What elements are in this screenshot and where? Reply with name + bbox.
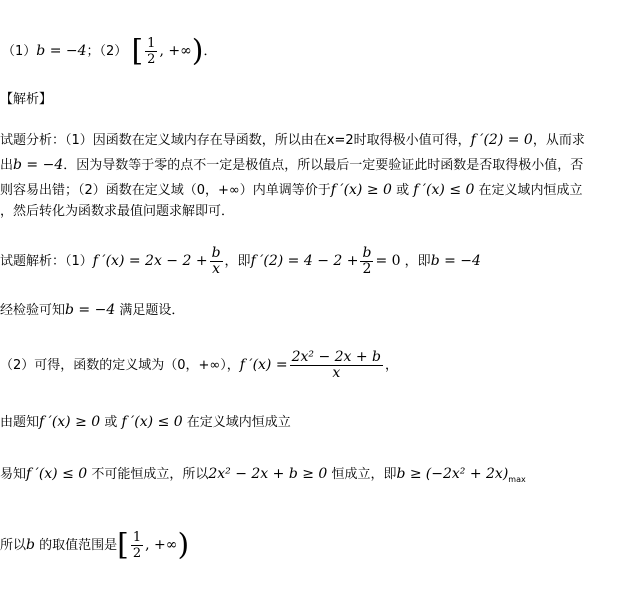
solution-formula: (−2x² + 2x) [425, 466, 509, 482]
max-subscript: max [508, 475, 526, 484]
analysis-formula: f ′(2) = 0 [470, 132, 533, 148]
solution-formula: b ≥ [396, 466, 422, 482]
fraction-numerator: 1 [147, 36, 156, 51]
analysis-heading: 【解析】 [0, 92, 53, 107]
range-rest: , +∞ [145, 537, 178, 553]
analysis-formula: f ′(x) ≤ 0 [413, 182, 475, 198]
answer-interval-rest: , +∞ [159, 43, 192, 59]
left-bracket: [ [117, 527, 129, 563]
fraction-numerator: 1 [132, 530, 142, 545]
solution-fraction [210, 246, 223, 277]
analysis-text: 试题分析：（1）因函数在定义域内存在导函数，所以由在x=2时取得极小值可得， [0, 133, 471, 148]
analysis-text: 则容易出错；（2）函数在定义域（0，+∞）内单调等价于 [0, 183, 331, 198]
solution-text: 不可能恒成立，所以 [91, 467, 209, 482]
solution-text: 在定义域内恒成立 [186, 415, 291, 430]
right-paren: ) [191, 33, 204, 69]
solution-formula: f ′(2) = 4 − 2 + [250, 253, 359, 269]
solution-formula: f ′(x) ≤ 0 [26, 466, 88, 482]
fraction-denominator: x [212, 261, 221, 277]
solution-text: 易知 [0, 467, 27, 482]
solution-text: 试题解析：（1） [0, 254, 93, 269]
solution-fraction [290, 350, 383, 381]
solution-line-2 [0, 301, 184, 320]
solution-formula: = 0 [375, 253, 401, 269]
analysis-text: ．因为导数等于零的点不一定是极值点，所以最后一定要验证此时函数是否取得极小值，否 [63, 158, 584, 173]
answer-end: ． [203, 44, 217, 59]
solution-formula: b = −4 [65, 302, 116, 318]
solution-line-1 [0, 246, 481, 277]
fraction-denominator: 2 [132, 546, 142, 561]
solution-formula: f ′(x) ≥ 0 [39, 414, 101, 430]
solution-formula: b [26, 537, 35, 553]
solution-text: ， [385, 358, 399, 373]
solution-text: 由题知 [0, 415, 40, 430]
analysis-line-4 [0, 203, 234, 221]
analysis-text: 在定义域内恒成立 [478, 183, 583, 198]
solution-text: 的取值范围是 [39, 538, 118, 553]
analysis-text: ，从而求 [532, 133, 585, 148]
analysis-formula: f ′(x) ≥ 0 [330, 182, 392, 198]
fraction-numerator: 2x² − 2x + b [291, 349, 382, 365]
solution-line-5 [0, 465, 526, 489]
solution-text: （2）可得，函数的定义域为（0，+∞）， [0, 358, 240, 373]
solution-formula: b = −4 [430, 253, 481, 269]
fraction-numerator: b [211, 245, 221, 261]
solution-line-3 [0, 350, 398, 381]
solution-text: 满足题设． [119, 303, 185, 318]
solution-formula: f ′(x) ≤ 0 [121, 414, 183, 430]
answer-fraction [145, 36, 157, 67]
solution-line-4 [0, 413, 291, 432]
right-paren: ) [177, 527, 190, 563]
analysis-text: 出 [0, 158, 14, 173]
fraction-denominator: x [332, 365, 341, 381]
solution-text: 经检验可知 [0, 303, 66, 318]
solution-formula: 2x² − 2x + b ≥ 0 [208, 466, 328, 482]
answer-b-value: b = −4 [36, 43, 87, 59]
analysis-text: ，然后转化为函数求最值问题求解即可． [0, 204, 235, 219]
left-bracket: [ [131, 33, 144, 69]
solution-text: ，即 [404, 254, 431, 269]
range-fraction [131, 530, 143, 561]
answer-part1-label: （1） [2, 44, 37, 59]
analysis-formula: b = −4 [13, 157, 64, 173]
analysis-text: 或 [396, 183, 410, 198]
fraction-numerator: b [362, 245, 372, 261]
fraction-denominator: 2 [147, 52, 156, 67]
analysis-line-2 [0, 156, 583, 175]
solution-text: 所以 [0, 538, 27, 553]
answer-separator: ；（2） [86, 44, 128, 59]
solution-formula: f ′(x) = 2x − 2 + [92, 253, 208, 269]
solution-text: ，即 [224, 254, 251, 269]
solution-line-6 [0, 527, 190, 563]
solution-text: 恒成立，即 [331, 467, 397, 482]
solution-fraction [360, 246, 373, 277]
answer-line [2, 33, 217, 69]
solution-formula: f ′(x) = [239, 357, 288, 373]
fraction-denominator: 2 [362, 261, 372, 277]
solution-text: 或 [104, 415, 118, 430]
analysis-line-1 [0, 131, 585, 150]
analysis-line-3 [0, 181, 583, 200]
